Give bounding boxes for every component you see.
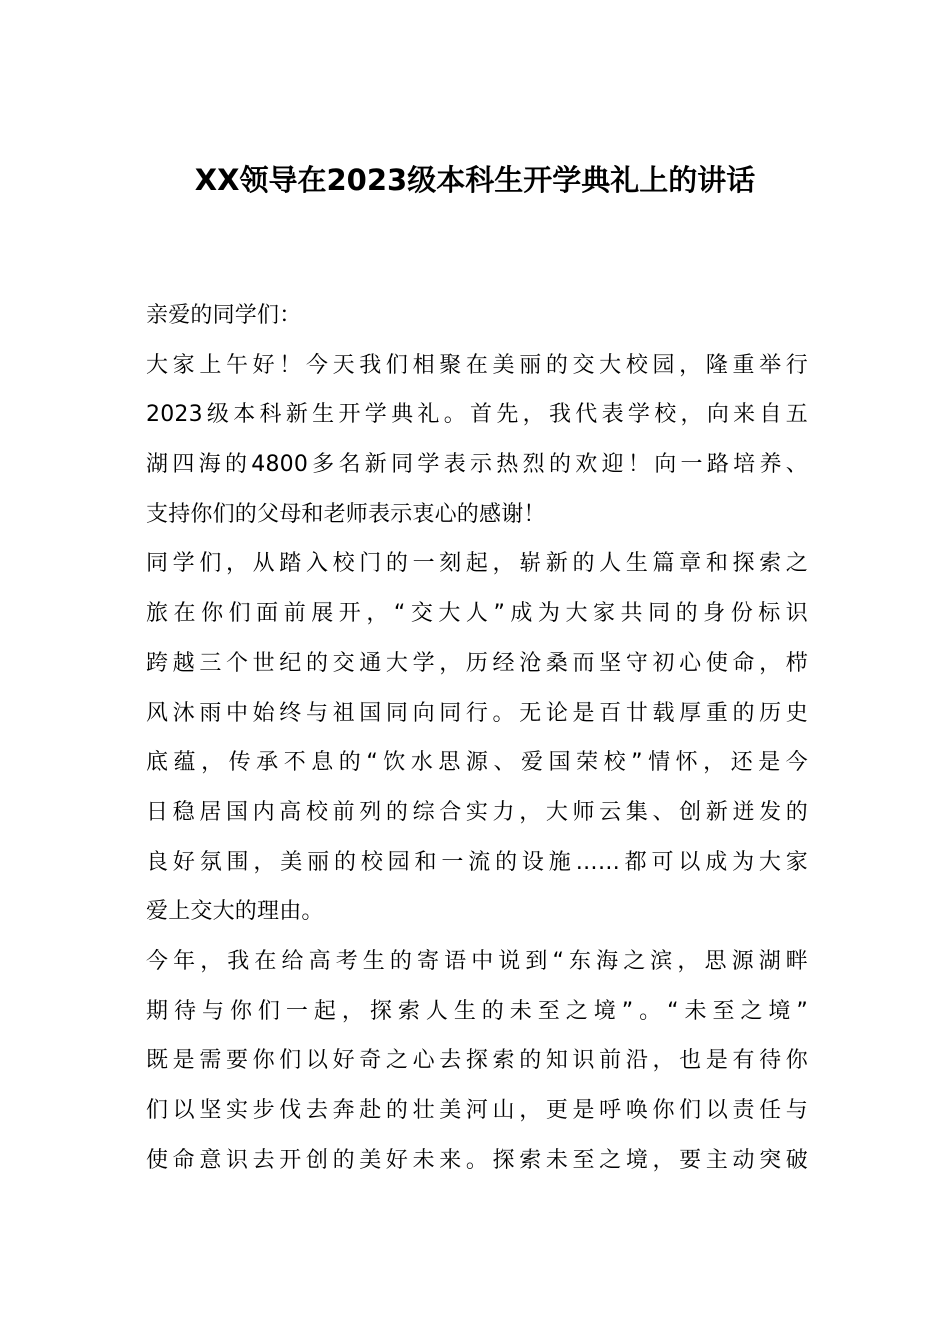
body-line: 同学们，从踏入校门的一刻起，崭新的人生篇章和探索之	[146, 551, 808, 577]
body-line: 支持你们的父母和老师表示衷心的感谢！	[146, 501, 546, 527]
body-line: 今年，我在给高考生的寄语中说到“东海之滨，思源湖畔	[146, 948, 808, 974]
body-line: 风沐雨中始终与祖国同向同行。无论是百廿载厚重的历史	[146, 700, 808, 726]
body-line: 亲爱的同学们：	[146, 303, 302, 328]
body-line: 旅在你们面前展开，“交大人”成为大家共同的身份标识	[146, 601, 808, 627]
body-line: 良好氛围，美丽的校园和一流的设施……都可以成为大家	[146, 849, 808, 875]
body-line: 底蕴，传承不息的“饮水思源、爱国荣校”情怀，还是今	[146, 750, 808, 776]
document-body	[146, 291, 808, 1185]
body-line: 湖四海的4800多名新同学表示热烈的欢迎！向一路培养、	[146, 452, 808, 478]
document-title: XX领导在2023级本科生开学典礼上的讲话	[194, 163, 756, 197]
body-line: 大家上午好！今天我们相聚在美丽的交大校园，隆重举行	[146, 352, 808, 378]
body-line: 爱上交大的理由。	[146, 899, 324, 925]
body-line: 使命意识去开创的美好未来。探索未至之境，要主动突破	[146, 1147, 808, 1173]
body-line: 跨越三个世纪的交通大学，历经沧桑而坚守初心使命，栉	[146, 650, 808, 676]
body-line: 期待与你们一起，探索人生的未至之境”。“未至之境”	[146, 998, 808, 1024]
body-line: 2023级本科新生开学典礼。首先，我代表学校，向来自五	[146, 402, 808, 428]
body-line: 日稳居国内高校前列的综合实力，大师云集、创新迸发的	[146, 799, 808, 825]
body-line: 们以坚实步伐去奔赴的壮美河山，更是呼唤你们以责任与	[146, 1098, 808, 1123]
body-line: 既是需要你们以好奇之心去探索的知识前沿，也是有待你	[146, 1048, 808, 1074]
